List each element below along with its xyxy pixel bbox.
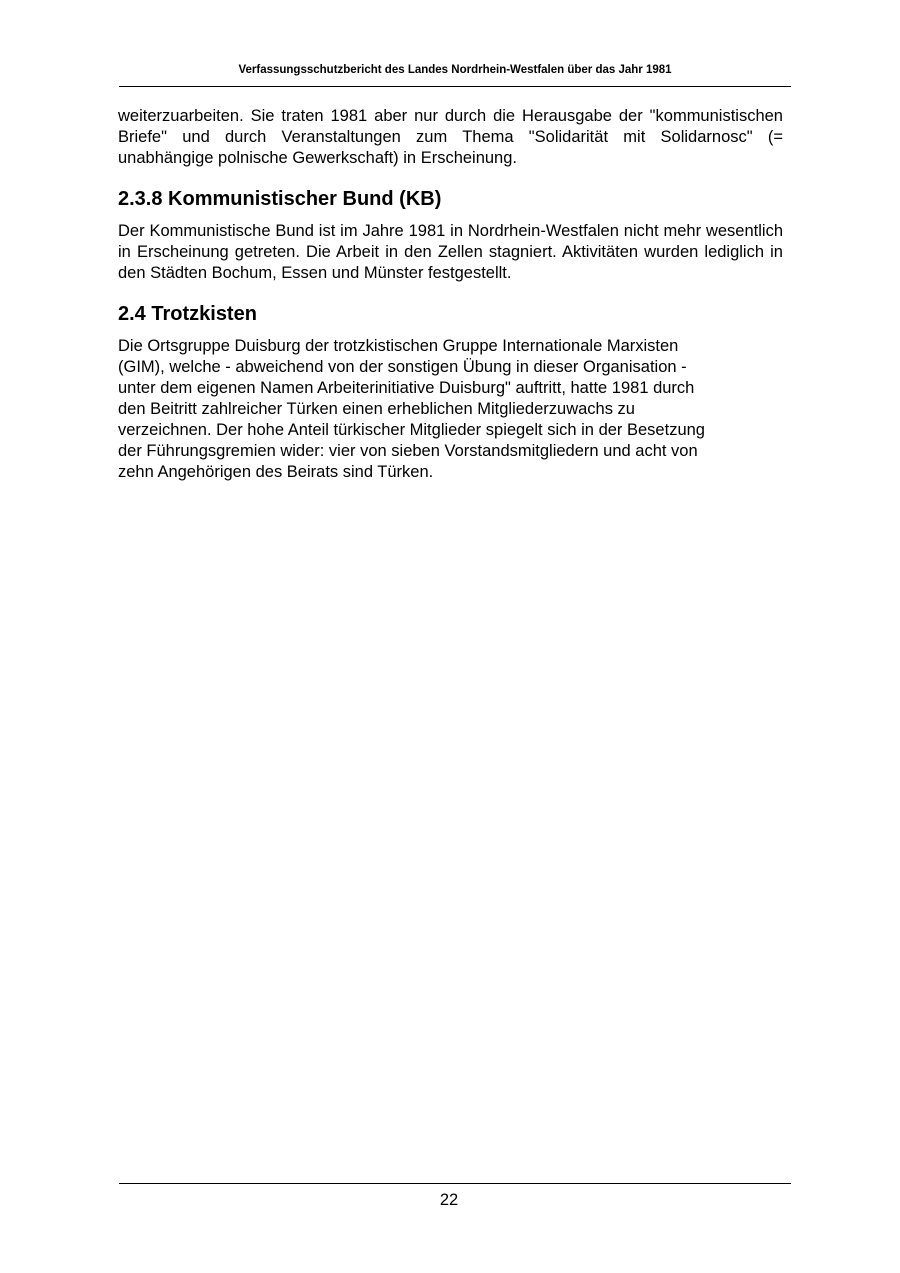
section-heading-trotzkisten: 2.4 Trotzkisten (118, 303, 257, 325)
section-heading-kb: 2.3.8 Kommunistischer Bund (KB) (118, 188, 442, 210)
paragraph-line: verzeichnen. Der hohe Anteil türkischer Mitglieder spiegelt sich in der Besetzung (118, 421, 705, 439)
footer-rule (119, 1183, 791, 1184)
paragraph-line: (GIM), welche - abweichend von der sonstigen Übung in dieser Organisation - (118, 358, 687, 376)
header-rule (119, 86, 791, 87)
paragraph-line: den Beitritt zahlreicher Türken einen erheblichen Mitgliederzuwachs zu (118, 400, 635, 418)
paragraph-line: der Führungsgremien wider: vier von sieben Vorstandsmitgliedern und acht von (118, 442, 698, 460)
page-content (118, 106, 783, 483)
paragraph-line: unter dem eigenen Namen Arbeiterinitiative Duisburg" auftritt, hatte 1981 durch (118, 379, 695, 397)
intro-paragraph: weiterzuarbeiten. Sie traten 1981 aber nur durch die Herausgabe der "kommunistischen Briefe" und durch Veranstaltungen zum Thema "Solidarität mit Solidarnosc" (= unabhängige polnische Gewerkschaft) in Erscheinung. (118, 107, 783, 167)
paragraph-line: Die Ortsgruppe Duisburg der trotzkistischen Gruppe Internationale Marxisten (118, 337, 679, 355)
page-number: 22 (439, 1191, 459, 1209)
running-header: Verfassungsschutzbericht des Landes Nordrhein-Westfalen über das Jahr 1981 (238, 64, 672, 76)
section-paragraph-kb: Der Kommunistische Bund ist im Jahre 1981 in Nordrhein-Westfalen nicht mehr wesentlich in Erscheinung getreten. Die Arbeit in den Zellen stagniert. Aktivitäten wurden lediglich in den Städten Bochum, Essen und Münster festgestellt. (118, 222, 783, 282)
section-paragraph-trotzkisten (118, 336, 783, 483)
paragraph-line: zehn Angehörigen des Beirats sind Türken. (118, 463, 434, 481)
